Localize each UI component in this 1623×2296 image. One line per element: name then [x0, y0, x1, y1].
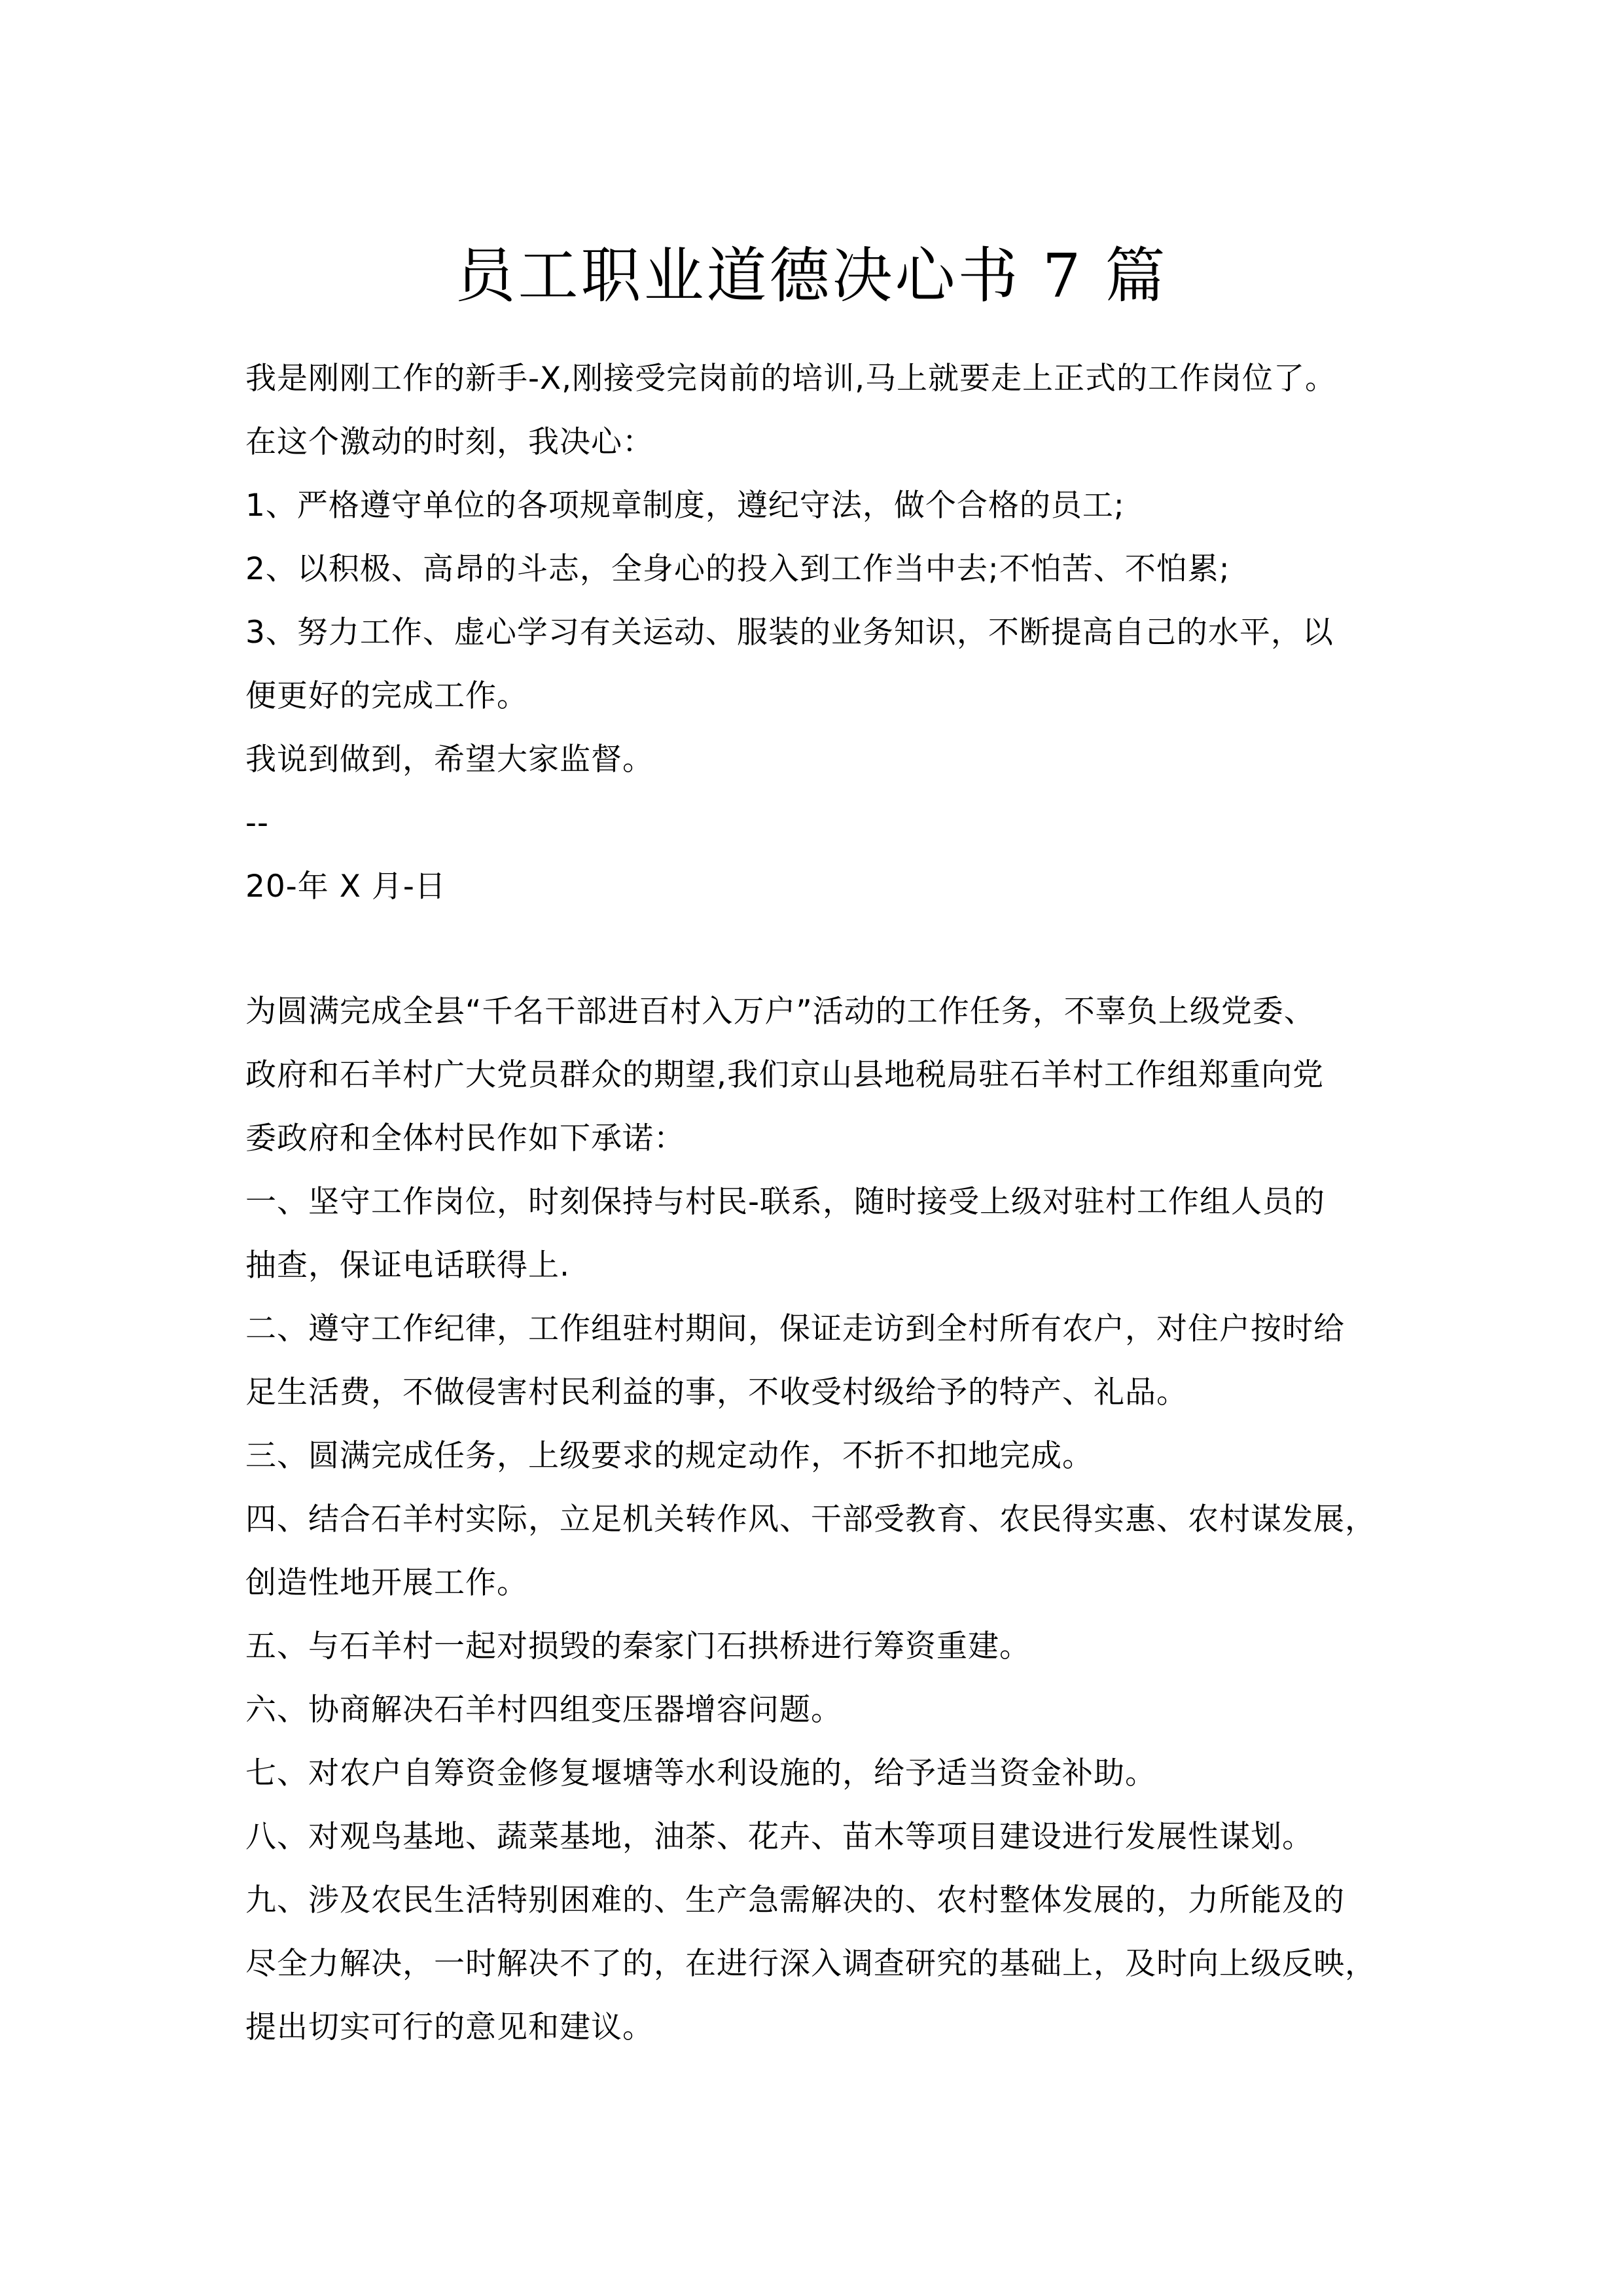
commitment-item: 五、与石羊村一起对损毁的秦家门石拱桥进行筹资重建。 — [245, 1628, 1031, 1664]
section-pledge-new-employee — [245, 347, 1397, 918]
commitment-item-continued: 创造性地开展工作。 — [245, 1565, 528, 1601]
pledge-item: 2、以积极、高昂的斗志，全身心的投入到工作当中去;不怕苦、不怕累; — [245, 551, 1230, 587]
commitment-item: 四、结合石羊村实际，立足机关转作风、干部受教育、农民得实惠、农村谋发展， — [245, 1501, 1376, 1537]
commitment-item: 二、遵守工作纪律，工作组驻村期间，保证走访到全村所有农户，对住户按时给 — [245, 1311, 1345, 1347]
commitment-item-continued: 提出切实可行的意见和建议。 — [245, 2009, 654, 2045]
commitment-item: 九、涉及农民生活特别困难的、生产急需解决的、农村整体发展的，力所能及的 — [245, 1882, 1345, 1918]
commitment-item: 三、圆满完成任务，上级要求的规定动作，不折不扣地完成。 — [245, 1438, 1094, 1474]
paragraph-line: 政府和石羊村广大党员群众的期望,我们京山县地税局驻石羊村工作组郑重向党 — [245, 1057, 1324, 1093]
commitment-item-continued: 尽全力解决，一时解决不了的，在进行深入调查研究的基础上，及时向上级反映， — [245, 1946, 1376, 1982]
pledge-item: 3、努力工作、虚心学习有关运动、服装的业务知识，不断提高自己的水平，以 — [245, 615, 1334, 651]
paragraph-line: 在这个激动的时刻，我决心： — [245, 424, 654, 460]
date-line: 20-年 X 月-日 — [245, 869, 446, 905]
separator-dashes: -- — [245, 805, 269, 841]
commitment-item: 七、对农户自筹资金修复堰塘等水利设施的，给予适当资金补助。 — [245, 1755, 1156, 1791]
commitment-item: 六、协商解决石羊村四组变压器增容问题。 — [245, 1692, 842, 1728]
paragraph-line: 委政府和全体村民作如下承诺： — [245, 1121, 685, 1157]
commitment-item: 八、对观鸟基地、蔬菜基地，油茶、花卉、苗木等项目建设进行发展性谋划。 — [245, 1819, 1313, 1855]
pledge-item-continued: 便更好的完成工作。 — [245, 678, 528, 714]
paragraph-line: 我是刚刚工作的新手-X,刚接受完岗前的培训,马上就要走上正式的工作岗位了。 — [245, 361, 1337, 397]
closing-line: 我说到做到，希望大家监督。 — [245, 742, 654, 778]
pledge-item: 1、严格遵守单位的各项规章制度，遵纪守法，做个合格的员工; — [245, 488, 1125, 524]
commitment-item: 一、坚守工作岗位，时刻保持与村民-联系，随时接受上级对驻村工作组人员的 — [245, 1184, 1325, 1220]
commitment-item-continued: 足生活费，不做侵害村民利益的事，不收受村级给予的特产、礼品。 — [245, 1374, 1188, 1410]
section-village-work-commitment — [245, 980, 1397, 2059]
commitment-item-continued: 抽查，保证电话联得上. — [245, 1247, 570, 1283]
paragraph-line: 为圆满完成全县“千名干部进百村入万户”活动的工作任务，不辜负上级党委、 — [245, 994, 1315, 1030]
document-title: 员工职业道德决心书 7 篇 — [455, 240, 1168, 311]
